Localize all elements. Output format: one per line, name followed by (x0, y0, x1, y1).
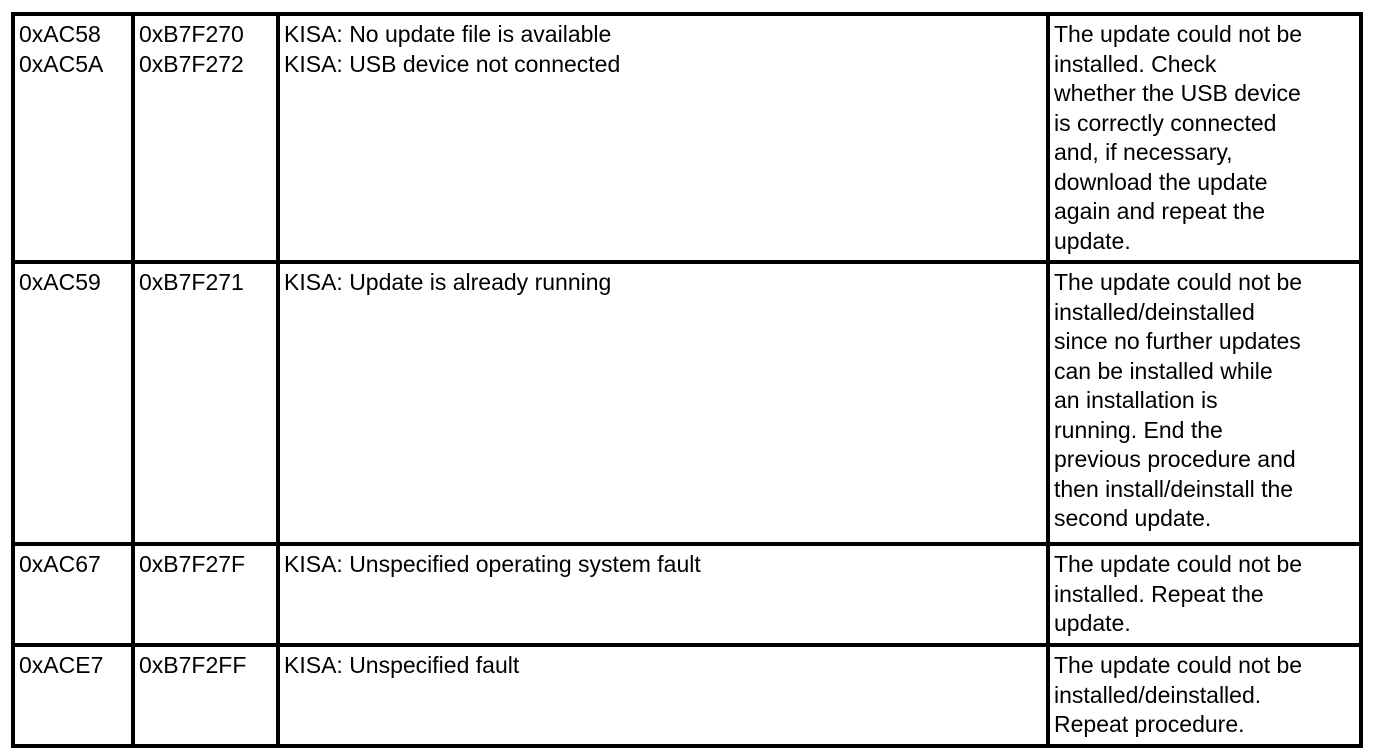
error-code-cell: 0xAC59 (13, 262, 133, 544)
error-code-cell: 0xAC58 0xAC5A (13, 14, 133, 262)
internal-code-cell: 0xB7F2FF (133, 645, 278, 746)
internal-code-cell: 0xB7F271 (133, 262, 278, 544)
table-row (13, 544, 1361, 645)
remedy-cell: The update could not be installed/deinstalled. Repeat procedure. (1048, 645, 1361, 746)
remedy-cell: The update could not be installed. Repeat the update. (1048, 544, 1361, 645)
remedy-cell: The update could not be installed. Check whether the USB device is correctly connected and, if necessary, download the update again and repeat the update. (1048, 14, 1361, 262)
error-message-cell: KISA: Update is already running (278, 262, 1048, 544)
remedy-cell: The update could not be installed/deinstalled since no further updates can be installed while an installation is running. End the previous procedure and then install/deinstall the second update. (1048, 262, 1361, 544)
table-row (13, 645, 1361, 746)
error-code-cell: 0xACE7 (13, 645, 133, 746)
error-message-cell: KISA: No update file is available KISA: USB device not connected (278, 14, 1048, 262)
internal-code-cell: 0xB7F27F (133, 544, 278, 645)
error-code-table (11, 12, 1363, 748)
error-message-cell: KISA: Unspecified operating system fault (278, 544, 1048, 645)
table-row (13, 262, 1361, 544)
error-code-cell: 0xAC67 (13, 544, 133, 645)
error-message-cell: KISA: Unspecified fault (278, 645, 1048, 746)
internal-code-cell: 0xB7F270 0xB7F272 (133, 14, 278, 262)
table-row (13, 14, 1361, 262)
